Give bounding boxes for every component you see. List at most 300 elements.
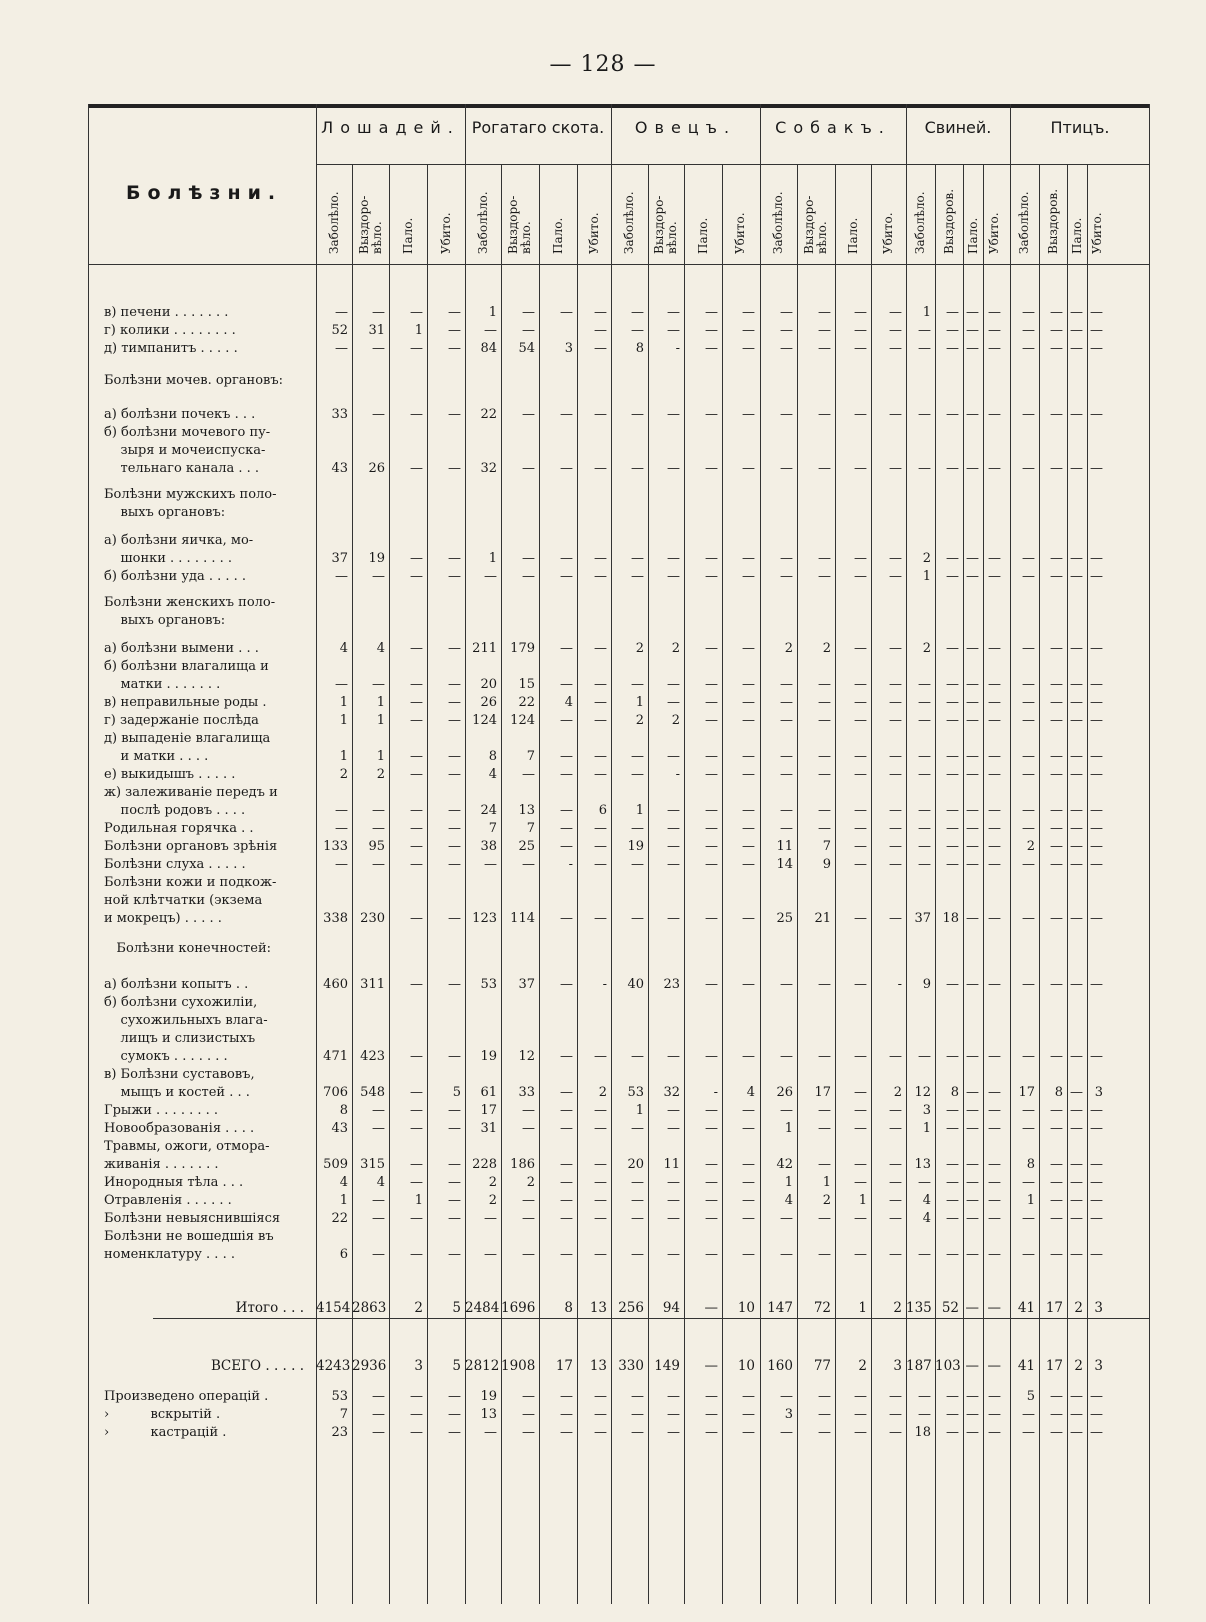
table-cell: — (742, 641, 755, 656)
table-cell: — (631, 857, 644, 872)
table-cell: 22 (480, 407, 497, 422)
table-cell: — (594, 461, 607, 476)
table-cell: — (560, 551, 573, 566)
table-cell: — (594, 1175, 607, 1190)
table-cell: 3 (1094, 1300, 1103, 1316)
table-cell: — (780, 341, 793, 356)
table-cell: — (1050, 1157, 1063, 1172)
table-cell: — (1050, 641, 1063, 656)
table-cell: — (889, 677, 902, 692)
table-cell: — (854, 407, 867, 422)
table-cell: — (780, 569, 793, 584)
table-cell: — (742, 1425, 755, 1440)
table-cell: 1 (414, 323, 423, 338)
table-cell: — (780, 1211, 793, 1226)
subcolumn-header (722, 168, 759, 256)
subcolumn-header (611, 168, 648, 256)
table-cell: 1 (822, 1175, 831, 1190)
table-cell: — (1022, 341, 1035, 356)
table-cell: — (631, 1425, 644, 1440)
table-cell: — (1090, 323, 1103, 338)
table-cell: 4 (564, 695, 573, 710)
table-cell: — (966, 857, 979, 872)
table-cell: — (1050, 1211, 1063, 1226)
table-cell: — (1022, 323, 1035, 338)
subcolumn-header (427, 168, 465, 256)
table-cell: — (780, 749, 793, 764)
row-label: а) болѣзни вымени . . . (104, 641, 259, 656)
table-cell: — (448, 1049, 461, 1064)
table-cell: — (594, 1157, 607, 1172)
table-cell: 17 (814, 1085, 831, 1100)
table-cell: — (484, 569, 497, 584)
row-label: е) выкидышъ . . . . . (104, 767, 236, 782)
row-label: б) болѣзни уда . . . . . (104, 569, 247, 584)
table-cell: — (705, 695, 718, 710)
table-cell: — (1022, 551, 1035, 566)
table-cell: 2 (1074, 1300, 1083, 1316)
table-cell: — (560, 1193, 573, 1208)
table-cell: 17 (480, 1103, 497, 1118)
subcolumn-header (983, 168, 1005, 256)
table-cell: 1 (1026, 1193, 1035, 1208)
table-cell: — (560, 1247, 573, 1262)
table-cell: — (631, 1193, 644, 1208)
table-cell: — (818, 713, 831, 728)
table-cell: — (522, 1247, 535, 1262)
table-cell: — (918, 767, 931, 782)
row-label: тельнаго канала . . . (104, 461, 260, 476)
table-cell: — (918, 1049, 931, 1064)
table-cell: 4 (746, 1085, 755, 1100)
table-cell: 2 (526, 1175, 535, 1190)
table-cell: — (918, 695, 931, 710)
table-cell: — (988, 821, 1001, 836)
table-cell: — (854, 1247, 867, 1262)
table-cell: - (897, 977, 902, 992)
table-cell: 548 (360, 1085, 385, 1100)
table-cell: — (631, 1211, 644, 1226)
table-cell: — (946, 821, 959, 836)
table-cell: — (1070, 341, 1083, 356)
table-cell: — (594, 1121, 607, 1136)
table-cell: — (448, 641, 461, 656)
table-cell: 2 (922, 551, 931, 566)
table-cell: 1 (922, 1121, 931, 1136)
table-cell: 228 (472, 1157, 497, 1172)
table-cell: — (522, 407, 535, 422)
table-cell: — (448, 749, 461, 764)
table-cell: — (1022, 1103, 1035, 1118)
table-cell: — (372, 677, 385, 692)
table-cell: — (631, 1407, 644, 1422)
table-cell: 5 (452, 1358, 461, 1374)
table-cell: — (889, 767, 902, 782)
table-cell: — (1090, 695, 1103, 710)
table-cell: — (889, 323, 902, 338)
table-cell: — (705, 341, 718, 356)
table-cell: 1 (858, 1193, 867, 1208)
table-cell: — (1070, 767, 1083, 782)
table-cell: — (818, 461, 831, 476)
table-cell: — (448, 839, 461, 854)
table-cell: — (854, 767, 867, 782)
table-cell: — (818, 1389, 831, 1404)
table-cell: 3 (784, 1407, 793, 1422)
table-cell: 2 (488, 1193, 497, 1208)
table-cell: — (818, 977, 831, 992)
table-cell: — (946, 641, 959, 656)
table-cell: — (946, 695, 959, 710)
table-cell: — (854, 1085, 867, 1100)
table-cell: 315 (360, 1157, 385, 1172)
table-cell: 5 (452, 1085, 461, 1100)
table-cell: — (448, 1121, 461, 1136)
table-cell: 33 (518, 1085, 535, 1100)
table-cell: 1 (635, 803, 644, 818)
table-cell: — (1070, 1211, 1083, 1226)
table-cell: 4 (922, 1211, 931, 1226)
table-cell: — (854, 821, 867, 836)
table-cell: — (448, 1193, 461, 1208)
table-cell: — (854, 695, 867, 710)
table-cell: — (410, 569, 423, 584)
table-cell: — (594, 1193, 607, 1208)
table-cell: — (889, 1247, 902, 1262)
table-cell: — (1090, 1407, 1103, 1422)
table-cell: — (410, 1049, 423, 1064)
table-cell: 1 (784, 1121, 793, 1136)
table-cell: 230 (360, 911, 385, 926)
table-cell: — (965, 1358, 979, 1374)
table-cell: — (560, 713, 573, 728)
table-cell: — (1050, 839, 1063, 854)
table-cell: 77 (813, 1358, 831, 1374)
table-cell: — (1090, 305, 1103, 320)
table-cell: — (667, 323, 680, 338)
table-cell: — (966, 1211, 979, 1226)
table-cell: — (966, 1049, 979, 1064)
table-cell: — (594, 1211, 607, 1226)
table-cell: — (1050, 1407, 1063, 1422)
table-cell: — (946, 1211, 959, 1226)
table-left-border (88, 104, 89, 1604)
table-cell: 2 (893, 1300, 902, 1316)
table-cell: — (484, 857, 497, 872)
table-cell: 460 (323, 977, 348, 992)
table-cell: — (889, 641, 902, 656)
table-cell: — (854, 1157, 867, 1172)
table-cell: — (631, 1389, 644, 1404)
table-cell: - (713, 1085, 718, 1100)
table-cell: — (946, 323, 959, 338)
table-cell: — (889, 911, 902, 926)
row-label: Болѣзни мочев. органовъ: (104, 373, 284, 388)
table-cell: 1 (784, 1175, 793, 1190)
table-cell: — (1050, 1175, 1063, 1190)
table-cell: 2 (822, 1193, 831, 1208)
table-cell: — (988, 803, 1001, 818)
table-cell: — (742, 1389, 755, 1404)
table-cell: — (705, 1211, 718, 1226)
table-cell: — (667, 1211, 680, 1226)
table-cell: 2 (822, 641, 831, 656)
table-cell: — (946, 341, 959, 356)
table-cell: — (594, 1389, 607, 1404)
table-cell: 43 (331, 1121, 348, 1136)
table-cell: — (372, 305, 385, 320)
subcolumn-header-text: Убито. (1089, 212, 1104, 254)
table-cell: — (966, 1247, 979, 1262)
table-cell: 12 (518, 1049, 535, 1064)
table-cell: — (780, 977, 793, 992)
table-cell: — (448, 1247, 461, 1262)
subcolumn-header-text: Заболѣло. (771, 191, 785, 254)
table-cell: — (667, 1193, 680, 1208)
table-cell: 18 (914, 1425, 931, 1440)
table-cell: — (1070, 1157, 1083, 1172)
table-cell: — (448, 1157, 461, 1172)
table-cell: 41 (1017, 1358, 1035, 1374)
table-cell: — (705, 305, 718, 320)
table-cell: — (631, 1121, 644, 1136)
table-cell: — (988, 749, 1001, 764)
table-cell: — (966, 749, 979, 764)
table-cell: — (1070, 977, 1083, 992)
table-cell: — (780, 1049, 793, 1064)
table-cell: — (705, 1049, 718, 1064)
table-cell: — (854, 305, 867, 320)
table-cell: — (742, 857, 755, 872)
table-cell: — (560, 1103, 573, 1118)
table-cell: — (1050, 1247, 1063, 1262)
row-label: Инородныя тѣла . . . (104, 1175, 244, 1190)
table-cell: — (988, 641, 1001, 656)
table-cell: — (705, 977, 718, 992)
table-cell: — (1050, 749, 1063, 764)
table-cell: 38 (480, 839, 497, 854)
table-cell: — (1090, 1211, 1103, 1226)
table-cell: 23 (663, 977, 680, 992)
table-cell: 471 (323, 1049, 348, 1064)
table-cell: — (667, 1425, 680, 1440)
table-cell: 1 (858, 1300, 867, 1316)
row-label: а) болѣзни яичка, мо- (104, 533, 254, 548)
table-cell: — (594, 1247, 607, 1262)
row-label: и мокрецъ) . . . . . (104, 911, 222, 926)
table-cell: — (1090, 1049, 1103, 1064)
totals-rule (153, 1318, 1150, 1319)
table-cell: — (1090, 341, 1103, 356)
table-cell: — (1070, 911, 1083, 926)
table-cell: — (1090, 1389, 1103, 1404)
row-label: послѣ родовъ . . . . (104, 803, 246, 818)
table-cell: — (742, 1407, 755, 1422)
table-cell: 10 (737, 1300, 755, 1316)
table-cell: 338 (323, 911, 348, 926)
table-cell: — (780, 695, 793, 710)
table-cell: 311 (360, 977, 385, 992)
row-label: выхъ органовъ: (104, 613, 226, 628)
table-cell: 147 (767, 1300, 793, 1316)
table-cell: — (1050, 551, 1063, 566)
table-cell: — (946, 749, 959, 764)
table-cell: — (966, 641, 979, 656)
table-cell: — (889, 1389, 902, 1404)
row-label: шонки . . . . . . . . (104, 551, 233, 566)
table-cell: — (705, 1193, 718, 1208)
table-cell: 2 (922, 641, 931, 656)
table-cell: — (818, 1407, 831, 1422)
table-cell: — (335, 677, 348, 692)
table-cell: — (818, 821, 831, 836)
table-cell: — (631, 911, 644, 926)
table-cell: 23 (331, 1425, 348, 1440)
table-cell: — (448, 803, 461, 818)
table-cell: 124 (472, 713, 497, 728)
table-cell: — (705, 749, 718, 764)
table-cell: 94 (662, 1300, 680, 1316)
table-cell: — (988, 1389, 1001, 1404)
table-cell: — (594, 821, 607, 836)
table-cell: — (988, 857, 1001, 872)
table-cell: — (410, 821, 423, 836)
table-cell: 21 (814, 911, 831, 926)
table-cell: 2812 (465, 1358, 500, 1374)
table-cell: 3 (893, 1358, 902, 1374)
table-cell: — (1090, 461, 1103, 476)
table-cell: — (946, 713, 959, 728)
table-cell: 2 (1074, 1358, 1083, 1374)
table-cell: 4 (922, 1193, 931, 1208)
table-cell: — (372, 1407, 385, 1422)
table-cell: — (522, 551, 535, 566)
table-cell: — (988, 1247, 1001, 1262)
table-cell: — (448, 407, 461, 422)
table-cell: — (410, 1407, 423, 1422)
table-cell: — (631, 821, 644, 836)
table-cell: — (410, 305, 423, 320)
table-cell: — (854, 839, 867, 854)
table-cell: 43 (331, 461, 348, 476)
table-cell: — (448, 1211, 461, 1226)
table-cell: — (335, 341, 348, 356)
table-cell: — (988, 1103, 1001, 1118)
table-cell: — (918, 407, 931, 422)
table-cell: — (918, 677, 931, 692)
table-cell: — (448, 1389, 461, 1404)
table-cell: — (946, 1049, 959, 1064)
table-cell: — (594, 1425, 607, 1440)
table-cell: — (854, 1425, 867, 1440)
table-cell: 53 (480, 977, 497, 992)
table-cell: — (594, 911, 607, 926)
subcolumn-header-text: Выздоров. (1045, 188, 1060, 254)
table-cell: — (667, 407, 680, 422)
table-cell: — (560, 461, 573, 476)
table-cell: — (966, 1175, 979, 1190)
table-cell: — (918, 1389, 931, 1404)
table-cell: 2 (671, 641, 680, 656)
table-cell: 4154 (316, 1300, 351, 1316)
table-cell: — (946, 461, 959, 476)
table-cell: — (410, 1389, 423, 1404)
table-cell: — (966, 1157, 979, 1172)
table-cell: — (560, 1085, 573, 1100)
table-cell: — (705, 1425, 718, 1440)
table-cell: 19 (627, 839, 644, 854)
table-cell: — (667, 857, 680, 872)
table-cell: — (988, 461, 1001, 476)
table-cell: — (780, 305, 793, 320)
table-cell: — (705, 803, 718, 818)
table-cell: — (988, 1193, 1001, 1208)
table-cell: — (448, 305, 461, 320)
table-cell: — (335, 821, 348, 836)
header-bottom-rule (88, 264, 1150, 265)
table-cell: — (742, 323, 755, 338)
table-cell: — (946, 767, 959, 782)
table-cell: — (988, 1049, 1001, 1064)
subcolumn-header-text: Заболѣло. (475, 191, 490, 254)
table-cell: — (1050, 977, 1063, 992)
row-label: Болѣзни мужскихъ поло- (104, 487, 277, 502)
table-cell: 1 (488, 551, 497, 566)
table-cell: - (568, 857, 573, 872)
table-cell: — (448, 461, 461, 476)
table-cell: — (448, 341, 461, 356)
table-cell: 54 (518, 341, 535, 356)
table-cell: — (966, 1425, 979, 1440)
table-cell: — (372, 1121, 385, 1136)
table-cell: — (780, 323, 793, 338)
table-cell: — (705, 1247, 718, 1262)
table-cell: — (988, 1211, 1001, 1226)
row-label: б) болѣзни влагалища и (104, 659, 269, 674)
table-cell: — (410, 1103, 423, 1118)
table-cell: — (372, 407, 385, 422)
table-cell: — (372, 569, 385, 584)
table-cell: — (560, 911, 573, 926)
table-cell: 4243 (316, 1358, 351, 1374)
table-cell: — (742, 767, 755, 782)
table-cell: — (889, 713, 902, 728)
table-cell: 13 (914, 1157, 931, 1172)
table-cell: — (854, 1407, 867, 1422)
table-cell: — (705, 677, 718, 692)
table-cell: — (560, 1121, 573, 1136)
row-label: лищъ и слизистыхъ (104, 1031, 256, 1046)
table-cell: — (918, 821, 931, 836)
table-cell: — (705, 839, 718, 854)
table-cell: — (818, 323, 831, 338)
table-cell: — (1022, 641, 1035, 656)
row-label: д) тимпанитъ . . . . . (104, 341, 238, 356)
table-cell: — (818, 1049, 831, 1064)
table-cell: — (631, 1049, 644, 1064)
row-label: а) болѣзни копытъ . . (104, 977, 249, 992)
table-cell: — (1090, 857, 1103, 872)
table-cell: — (1090, 803, 1103, 818)
table-cell: — (818, 803, 831, 818)
subcolumn-header-text: Пало. (965, 217, 980, 254)
table-cell: 42 (776, 1157, 793, 1172)
table-cell: 7 (526, 749, 535, 764)
subcolumn-header-text: Заболѣло. (913, 191, 927, 254)
table-cell: — (705, 713, 718, 728)
table-cell: — (780, 1389, 793, 1404)
table-cell: — (560, 407, 573, 422)
